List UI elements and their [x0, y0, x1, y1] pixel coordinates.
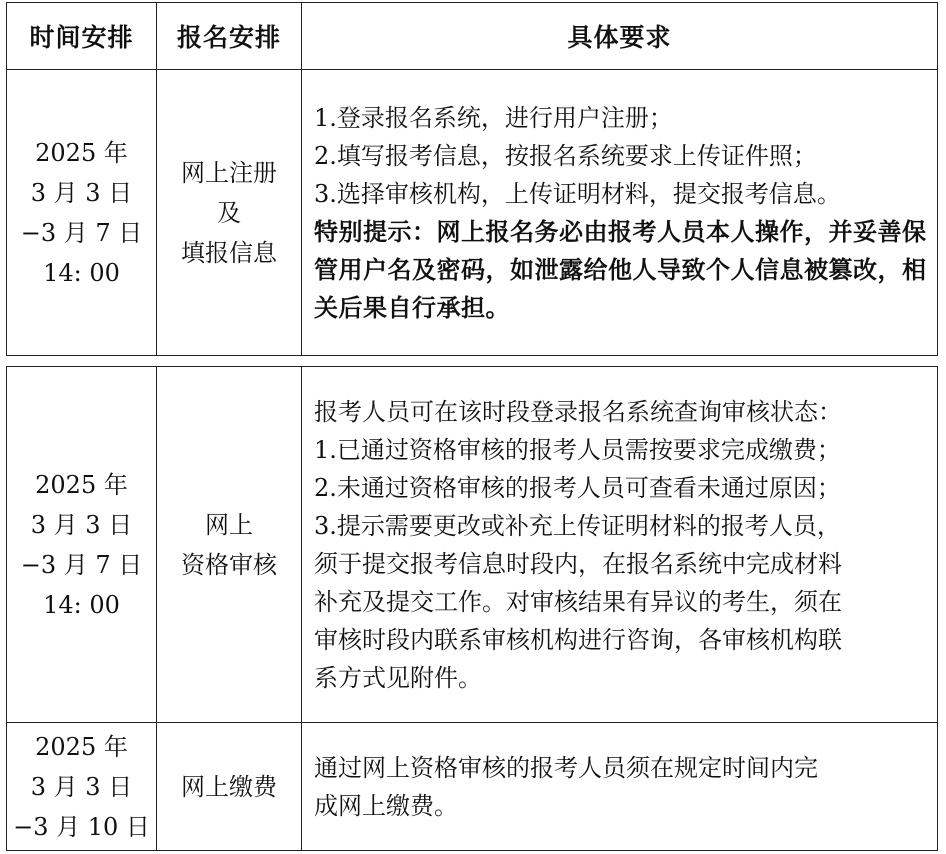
requirements-cell — [302, 723, 938, 851]
requirement-line: 2.填写报考信息，按报名系统要求上传证件照； — [314, 141, 817, 170]
registration-line: 网上缴费 — [181, 772, 277, 801]
time-line: 2025 年 — [35, 138, 128, 167]
time-cell — [7, 70, 157, 356]
time-line: 14: 00 — [43, 258, 120, 287]
requirement-line: 补充及提交工作。对审核结果有异议的考生，须在 — [314, 587, 842, 616]
registration-cell — [157, 367, 302, 723]
special-notice: 特别提示：网上报名务必由报考人员本人操作，并妥善保管用户名及密码，如泄露给他人导致个人信息被篡改，相关后果自行承担。 — [314, 217, 927, 322]
time-line: 3 月 3 日 — [30, 178, 133, 207]
registration-cell — [157, 70, 302, 356]
registration-line: 填报信息 — [181, 238, 277, 267]
time-line: −3 月 7 日 — [20, 550, 143, 579]
requirement-line: 通过网上资格审核的报考人员须在规定时间内完 — [314, 753, 818, 782]
requirements-cell — [302, 70, 938, 356]
requirement-line: 审核时段内联系审核机构进行咨询，各审核机构联 — [314, 625, 842, 654]
requirement-line: 1.登录报名系统，进行用户注册； — [314, 103, 673, 132]
table-row — [7, 723, 938, 851]
time-cell — [7, 367, 157, 723]
header-registration: 报名安排 — [157, 3, 302, 70]
time-line: 2025 年 — [35, 470, 128, 499]
requirement-line: 报考人员可在该时段登录报名系统查询审核状态： — [314, 397, 842, 426]
requirement-line: 3.提示需要更改或补充上传证明材料的报考人员， — [314, 511, 841, 540]
registration-line: 网上 — [205, 510, 253, 539]
time-line: 2025 年 — [35, 732, 128, 761]
registration-cell — [157, 723, 302, 851]
requirement-line: 1.已通过资格审核的报考人员需按要求完成缴费； — [314, 435, 841, 464]
time-line: 3 月 3 日 — [30, 772, 133, 801]
registration-line: 及 — [217, 198, 241, 227]
schedule-table-part-2 — [6, 366, 938, 851]
header-time: 时间安排 — [7, 3, 157, 70]
time-line: −3 月 10 日 — [13, 812, 150, 841]
requirement-line: 成网上缴费。 — [314, 791, 458, 820]
schedule-table-part-1 — [6, 2, 938, 356]
table-row — [7, 70, 938, 356]
time-line: 14: 00 — [43, 590, 120, 619]
requirement-line: 2.未通过资格审核的报考人员可查看未通过原因； — [314, 473, 841, 502]
requirement-line: 系方式见附件。 — [314, 663, 482, 692]
table-row — [7, 367, 938, 723]
header-requirements: 具体要求 — [302, 3, 938, 70]
time-cell — [7, 723, 157, 851]
table-header-row — [7, 3, 938, 70]
registration-line: 网上注册 — [181, 158, 277, 187]
requirement-line: 须于提交报考信息时段内，在报名系统中完成材料 — [314, 549, 842, 578]
registration-line: 资格审核 — [181, 550, 277, 579]
time-line: 3 月 3 日 — [30, 510, 133, 539]
requirements-cell — [302, 367, 938, 723]
requirement-line: 3.选择审核机构，上传证明材料，提交报考信息。 — [314, 179, 841, 208]
time-line: −3 月 7 日 — [20, 218, 143, 247]
